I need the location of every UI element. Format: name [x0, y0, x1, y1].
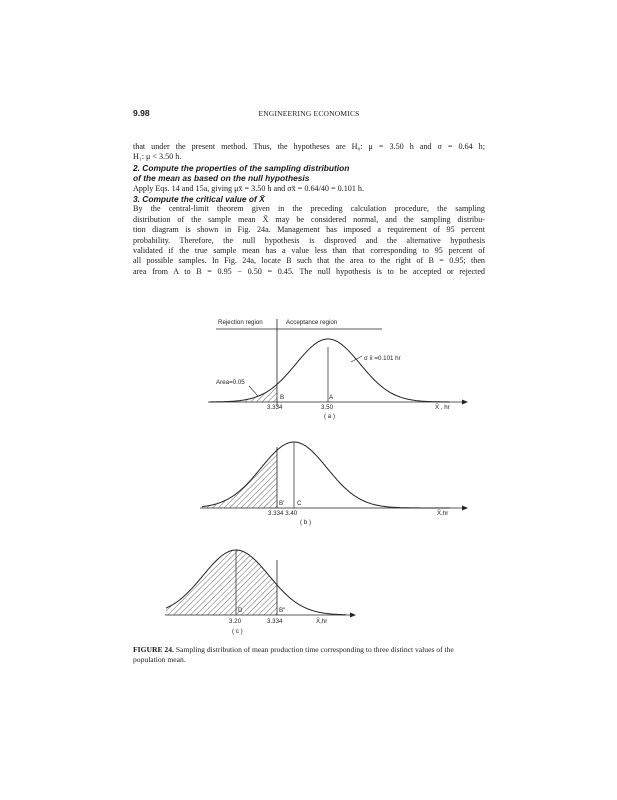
point-b-label: B	[280, 394, 285, 401]
panel-c	[165, 550, 356, 635]
rejection-region-label: Rejection region	[218, 319, 263, 326]
axis-label-b: X̄,hr	[437, 510, 449, 517]
body-text	[133, 142, 485, 277]
heading-line: 2. Compute the properties of the sampling distribution	[133, 162, 350, 173]
panel-label-c: ( c )	[232, 628, 243, 635]
axis-arrow-b	[462, 506, 468, 511]
paragraph-step-3	[133, 204, 485, 277]
panel-b	[200, 442, 468, 526]
point-d-label: D	[238, 607, 243, 614]
rejection-tail-hatch	[210, 384, 277, 402]
axis-arrow-c	[350, 613, 356, 618]
figure-caption	[133, 645, 485, 665]
point-b-double-prime-label: B"	[279, 607, 286, 614]
hatched-area-c	[166, 550, 277, 615]
area-leader	[249, 386, 258, 396]
text-line: probability. Therefore, the null hypothesis is disproved and the alternative hypothesis	[133, 235, 485, 245]
text-line: tion diagram is shown in Fig. 24a. Management has imposed a requirement of 95 percent	[133, 225, 485, 235]
point-c-label: C	[297, 500, 302, 507]
panel-a	[208, 319, 468, 420]
panel-label-b: ( b )	[300, 519, 312, 526]
tick-labels-b: 3.334 3.40	[268, 510, 298, 517]
point-b-prime-label: B'	[279, 500, 285, 507]
paragraph-hypotheses	[133, 142, 485, 163]
normal-curve-a	[210, 339, 450, 402]
axis-label-c: X̄,hr	[316, 618, 328, 625]
figure-label: FIGURE 24.	[133, 645, 174, 654]
panel-label-a: ( a )	[324, 413, 336, 420]
sigma-leader	[351, 356, 362, 362]
text-line: By the central-limit theorem given in the preceding calculation procedure, the sampling	[133, 204, 485, 214]
hatched-area-b	[202, 450, 277, 508]
tick-label-a: 3.50	[321, 404, 334, 411]
text-line: Apply Eqs. 14 and 15a, giving μx̄ = 3.50 h and σx̄ = 0.64/40 = 0.101 h.	[133, 183, 365, 193]
point-a-label: A	[329, 394, 334, 401]
heading-line: of the mean as based on the null hypothesis	[133, 173, 310, 184]
text-line: distribution of the sample mean X̄ may be considered normal, and the sampling distribu-	[133, 214, 485, 224]
page-number: 9.98	[133, 108, 150, 118]
step-3-heading: 3. Compute the critical value of X̄	[133, 194, 265, 205]
text-line: area from A to B = 0.95 − 0.50 = 0.45. The null hypothesis is to be accepted or rejected	[133, 266, 485, 276]
caption-text: Sampling distribution of mean production time corresponding to three distinct values of the population mean.	[133, 645, 454, 664]
paragraph-step-2	[133, 184, 485, 194]
step-2-heading	[133, 163, 485, 184]
area-label: Area=0.05	[216, 379, 245, 386]
figure-24	[150, 310, 480, 645]
tick-label-b-double-prime: 3.334	[267, 618, 283, 625]
running-header	[133, 108, 485, 122]
sampling-distribution-diagram	[150, 310, 480, 645]
tick-label-d: 3.20	[229, 618, 242, 625]
sigma-label: σ x̄ =0.101 hr	[364, 355, 401, 362]
text-line: validated if the true sample mean has a value less than that corresponding to 95 percent of	[133, 246, 485, 256]
running-title: ENGINEERING ECONOMICS	[258, 109, 360, 118]
text-line: H₁: μ < 3.50 h.	[133, 152, 182, 162]
axis-arrow-a	[462, 400, 468, 405]
text-line: all possible samples. In Fig. 24a, locate B such that the area to the right of B = 0.95; then	[133, 256, 485, 266]
axis-label-a: X̄ , hr	[435, 404, 450, 411]
text-line: that under the present method. Thus, the hypotheses are H₀: μ = 3.50 h and σ = 0.64 h;	[133, 142, 485, 151]
acceptance-region-label: Acceptance region	[286, 319, 338, 326]
tick-label-b: 3.334	[267, 404, 283, 411]
